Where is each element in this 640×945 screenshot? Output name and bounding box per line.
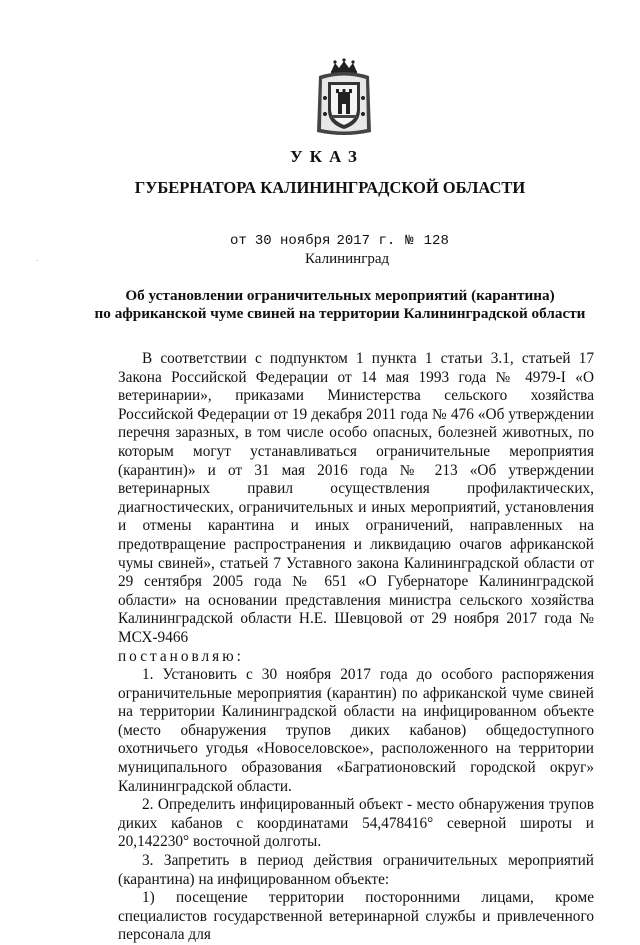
decree-date-line xyxy=(230,233,449,249)
item-1: 1. Установить с 30 ноября 2017 года до особого распоряжения ограничительные мероприятия (карантин) по африканской чуме свиней на территории Калининградской области на инфицированном объекте (место обнаружения трупов диких кабанов) общедоступного охотничьего угодья «Новоселовское», расположенного на территории муниципального образования «Багратионовский городской округ» Калининградской области. xyxy=(118,666,594,795)
date-prefix: от xyxy=(230,233,247,249)
heading-line-1: Об установлении ограничительных мероприятий (карантина) xyxy=(125,287,555,304)
decree-keyword: постановляю: xyxy=(118,647,244,665)
preamble-paragraph: В соответствии с подпунктом 1 пункта 1 статьи 3.1, статьей 17 Закона Российской Федерации от 14 мая 1993 года № 4979-I «О ветеринарии», приказами Министерства сельского хозяйства Российской Федерации от 19 декабря 2011 года № 476 «Об утверждении перечня заразных, в том числе особо опасных, болезней животных, по которым могут устанавливаться ограничительные мероприятия (карантин)» и от 31 мая 2016 года № 213 «Об утверждении ветеринарных правил осуществления профилактических, диагностических, ограничительных и иных мероприятий, установления и отмены карантина и иных ограничений, направленных на предотвращение распространения и ликвидацию очагов африканской чумы свиней», статьей 7 Уставного закона Калининградской области от 29 сентября 2005 года № 651 «О Губернаторе Калининградской области» на основании представления министра сельского хозяйства Калининградской области Н.Е. Шевцовой от 29 ноября 2017 года № МСХ-9466 xyxy=(118,350,594,646)
decree-year: 2017 г. xyxy=(336,233,396,249)
decree-body xyxy=(118,350,594,945)
decree-number: 128 xyxy=(423,233,449,249)
decree-title: УКАЗ xyxy=(290,147,364,166)
decree-city: Калининград xyxy=(305,251,390,267)
item-3: 3. Запретить в период действия ограничительных мероприятий (карантина) на инфицированном объекте: xyxy=(118,852,594,888)
decree-date: 30 ноября xyxy=(254,233,331,249)
decree-heading xyxy=(0,287,640,323)
item-3-subitem-1: 1) посещение территории посторонними лицами, кроме специалистов государственной ветеринарной службы и привлеченного персонала для xyxy=(118,889,594,944)
coat-of-arms-icon xyxy=(313,58,375,138)
heading-line-2: по африканской чуме свиней на территории Калининградской области xyxy=(94,305,586,322)
number-sign: № xyxy=(405,233,414,249)
item-2: 2. Определить инфицированный объект - место обнаружения трупов диких кабанов с координатами 54,478416° северной широты и 20,142230° восточной долготы. xyxy=(118,796,594,851)
margin-mark xyxy=(37,260,38,261)
decree-issuer: ГУБЕРНАТОРА КАЛИНИНГРАДСКОЙ ОБЛАСТИ xyxy=(134,178,526,197)
